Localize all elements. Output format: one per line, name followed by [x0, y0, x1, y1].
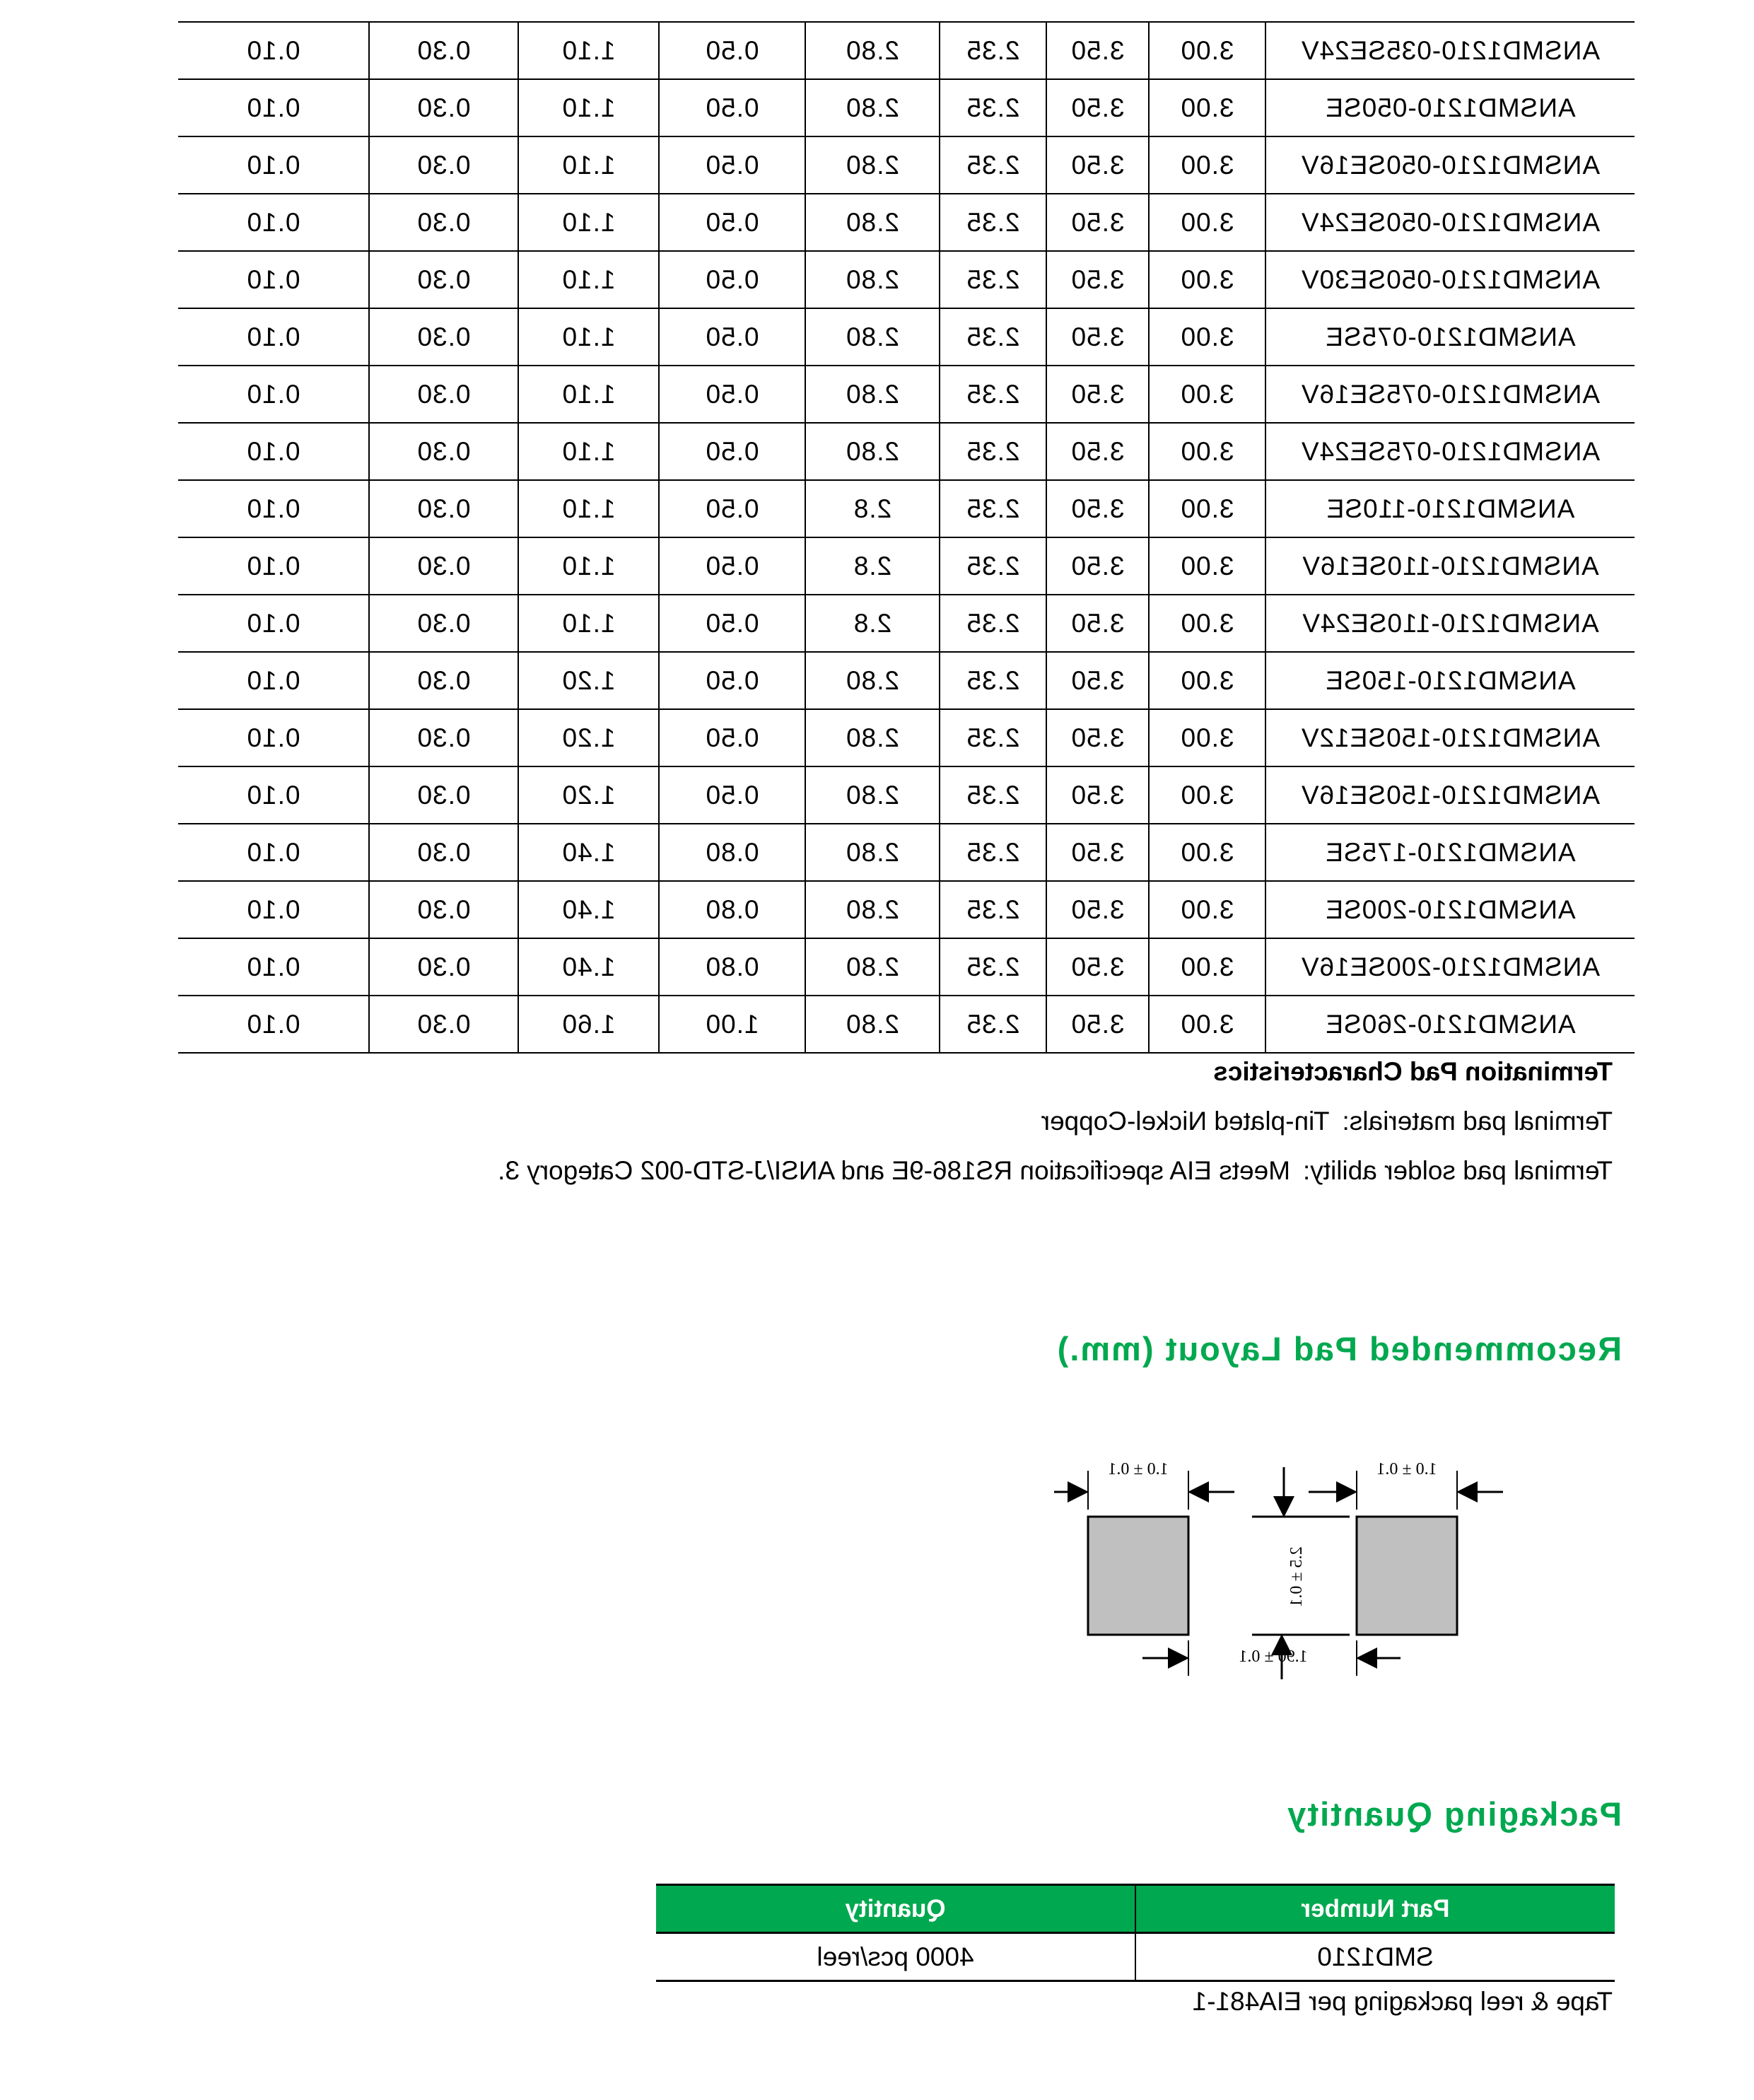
dimension-cell: 2.35: [940, 766, 1046, 824]
dimension-cell: 0.10: [178, 824, 369, 881]
dimension-cell: 0.30: [369, 652, 518, 709]
table-row: [178, 308, 1635, 366]
dimension-cell: 2.80: [805, 652, 940, 709]
materials-label: Terminal pad materials:: [1342, 1107, 1613, 1136]
dimension-cell: 3.00: [1149, 308, 1265, 366]
dimension-cell: 0.30: [369, 709, 518, 766]
dimension-cell: 3.50: [1046, 194, 1149, 251]
dimension-cell: 2.80: [805, 766, 940, 824]
pad-right: [1088, 1517, 1188, 1635]
dimension-cell: 3.50: [1046, 537, 1149, 595]
dimension-cell: 0.10: [178, 881, 369, 938]
dim-pad-gap: 1.90 ± 0.1: [1239, 1647, 1308, 1666]
part-number-cell: ANSMD1210-050SE24V: [1265, 194, 1635, 251]
dimension-cell: 2.80: [805, 996, 940, 1053]
packaging-header-row: [656, 1885, 1615, 1933]
dimension-cell: 2.80: [805, 709, 940, 766]
dimension-cell: 0.30: [369, 595, 518, 652]
table-row: [178, 766, 1635, 824]
packaging-note: Tape & reel packaging per EIA481-1: [1192, 1987, 1613, 2016]
dimension-cell: 0.30: [369, 22, 518, 79]
dimension-cell: 0.10: [178, 79, 369, 136]
table-row: [656, 1933, 1615, 1981]
dimension-cell: 2.35: [940, 537, 1046, 595]
dimension-cell: 3.00: [1149, 709, 1265, 766]
part-number-cell: ANSMD1210-110SE16V: [1265, 537, 1635, 595]
dimension-cell: 0.10: [178, 194, 369, 251]
part-number-cell: ANSMD1210-075SE24V: [1265, 423, 1635, 480]
dimension-cell: 0.80: [659, 938, 805, 996]
dimension-cell: 2.35: [940, 996, 1046, 1053]
dimension-cell: 2.8: [805, 537, 940, 595]
dimension-cell: 0.80: [659, 824, 805, 881]
dimension-cell: 0.50: [659, 366, 805, 423]
dimension-cell: 3.00: [1149, 537, 1265, 595]
dimension-cell: 1.10: [518, 423, 659, 480]
dimension-cell: 2.80: [805, 423, 940, 480]
dimension-cell: 0.50: [659, 766, 805, 824]
dimension-cell: 0.50: [659, 652, 805, 709]
dimension-cell: 2.35: [940, 79, 1046, 136]
dim-pad-right-width: 1.0 ± 0.1: [1108, 1460, 1169, 1478]
dimension-cell: 1.10: [518, 251, 659, 308]
table-row: [178, 366, 1635, 423]
part-number-cell: ANSMD1210-110SE24V: [1265, 595, 1635, 652]
header-quantity: Quantity: [656, 1885, 1135, 1933]
dimension-cell: 0.10: [178, 652, 369, 709]
part-number-cell: ANSMD1210-050SE: [1265, 79, 1635, 136]
dimension-cell: 3.50: [1046, 881, 1149, 938]
dimension-cell: 3.00: [1149, 595, 1265, 652]
dimension-cell: 0.30: [369, 423, 518, 480]
dimension-cell: 2.35: [940, 824, 1046, 881]
dimension-cell: 0.30: [369, 766, 518, 824]
dimension-cell: 0.10: [178, 308, 369, 366]
dimension-cell: 3.50: [1046, 251, 1149, 308]
dimension-cell: 3.50: [1046, 480, 1149, 537]
dimension-cell: 2.35: [940, 881, 1046, 938]
dimension-cell: 2.80: [805, 308, 940, 366]
dimension-cell: 3.50: [1046, 938, 1149, 996]
dimension-cell: 3.00: [1149, 366, 1265, 423]
dimension-cell: 0.50: [659, 595, 805, 652]
dimension-cell: 2.35: [940, 652, 1046, 709]
dimension-cell: 0.50: [659, 22, 805, 79]
part-number-cell: ANSMD1210-075SE16V: [1265, 366, 1635, 423]
dimension-cell: 0.10: [178, 136, 369, 194]
dimension-cell: 0.30: [369, 79, 518, 136]
dimension-cell: 2.35: [940, 251, 1046, 308]
dimension-cell: 0.10: [178, 766, 369, 824]
dimension-cell: 2.35: [940, 423, 1046, 480]
dimensions-table: [178, 21, 1635, 1054]
termination-notes: [340, 1057, 1613, 1186]
dimension-cell: 0.50: [659, 251, 805, 308]
dimension-cell: 3.00: [1149, 766, 1265, 824]
dimension-cell: 3.50: [1046, 996, 1149, 1053]
part-number-cell: ANSMD1210-110SE: [1265, 480, 1635, 537]
dimension-cell: 2.35: [940, 480, 1046, 537]
dimension-cell: 1.10: [518, 308, 659, 366]
packaging-table: [656, 1884, 1615, 1982]
dimension-cell: 3.00: [1149, 423, 1265, 480]
part-number-cell: ANSMD1210-260SE: [1265, 996, 1635, 1053]
dimension-cell: 1.10: [518, 480, 659, 537]
table-row: [178, 652, 1635, 709]
part-number-cell: ANSMD1210-035SE24V: [1265, 22, 1635, 79]
header-part-number: Part Number: [1135, 1885, 1615, 1933]
dimension-cell: 0.10: [178, 537, 369, 595]
part-number-cell: ANSMD1210-175SE: [1265, 824, 1635, 881]
dimension-cell: 0.30: [369, 881, 518, 938]
table-row: [178, 22, 1635, 79]
pad-layout-title: Recommended Pad Layout (mm.): [1056, 1330, 1622, 1367]
dimension-cell: 0.30: [369, 996, 518, 1053]
dimensions-table-body: [178, 22, 1635, 1053]
pad-left: [1357, 1517, 1457, 1635]
dimension-cell: 2.8: [805, 595, 940, 652]
dimension-cell: 3.50: [1046, 766, 1149, 824]
table-row: [178, 79, 1635, 136]
dimension-cell: 2.8: [805, 480, 940, 537]
dimension-cell: 1.00: [659, 996, 805, 1053]
dimension-cell: 3.00: [1149, 938, 1265, 996]
dimension-cell: 2.35: [940, 595, 1046, 652]
dimension-cell: 1.10: [518, 136, 659, 194]
dimension-cell: 3.00: [1149, 194, 1265, 251]
dimension-cell: 3.00: [1149, 824, 1265, 881]
dimension-cell: 0.50: [659, 480, 805, 537]
dimension-cell: 0.50: [659, 709, 805, 766]
part-number-cell: ANSMD1210-200SE16V: [1265, 938, 1635, 996]
dimension-cell: 1.10: [518, 194, 659, 251]
dimension-cell: 0.50: [659, 308, 805, 366]
part-number-cell: ANSMD1210-075SE: [1265, 308, 1635, 366]
dimension-cell: 0.50: [659, 423, 805, 480]
dimension-cell: 3.50: [1046, 595, 1149, 652]
dimension-cell: 1.10: [518, 22, 659, 79]
table-row: [178, 136, 1635, 194]
pad-layout-diagram: [1054, 1442, 1620, 1683]
solder-value: Meets EIA specification RS186-9E and ANSI/J-STD-002 Category 3.: [498, 1156, 1290, 1185]
part-number-cell: ANSMD1210-050SE30V: [1265, 251, 1635, 308]
dimension-cell: 2.80: [805, 194, 940, 251]
dimension-cell: 2.80: [805, 22, 940, 79]
part-number-cell: ANSMD1210-050SE16V: [1265, 136, 1635, 194]
dimension-cell: 2.80: [805, 251, 940, 308]
dimension-cell: 3.50: [1046, 22, 1149, 79]
dimension-cell: 0.10: [178, 251, 369, 308]
dimension-cell: 0.10: [178, 480, 369, 537]
part-number-cell: ANSMD1210-150SE16V: [1265, 766, 1635, 824]
termination-heading: Termination Pad Characteristics: [1213, 1057, 1613, 1086]
dimension-cell: 0.50: [659, 79, 805, 136]
dimension-cell: 1.10: [518, 595, 659, 652]
dimension-cell: 0.80: [659, 881, 805, 938]
solder-label: Terminal pad solder ability:: [1302, 1156, 1613, 1185]
table-row: [178, 881, 1635, 938]
dimension-cell: 0.50: [659, 194, 805, 251]
table-row: [178, 938, 1635, 996]
dimension-cell: 3.50: [1046, 709, 1149, 766]
dimension-cell: 0.10: [178, 996, 369, 1053]
cell-part-number: SMD1210: [1135, 1933, 1615, 1981]
dimension-cell: 3.00: [1149, 881, 1265, 938]
dimension-cell: 3.00: [1149, 480, 1265, 537]
dimension-cell: 0.50: [659, 537, 805, 595]
dimension-cell: 3.00: [1149, 22, 1265, 79]
dimension-cell: 0.10: [178, 366, 369, 423]
dimension-cell: 3.50: [1046, 824, 1149, 881]
dimension-cell: 3.00: [1149, 136, 1265, 194]
dimension-cell: 3.50: [1046, 652, 1149, 709]
dimension-cell: 2.35: [940, 938, 1046, 996]
dimension-cell: 3.00: [1149, 251, 1265, 308]
dimension-cell: 1.10: [518, 366, 659, 423]
solder-line: [340, 1156, 1613, 1186]
dimension-cell: 3.50: [1046, 79, 1149, 136]
table-row: [178, 537, 1635, 595]
dimension-cell: 2.80: [805, 938, 940, 996]
dimension-cell: 0.50: [659, 136, 805, 194]
part-number-cell: ANSMD1210-150SE: [1265, 652, 1635, 709]
dimension-cell: 3.50: [1046, 308, 1149, 366]
table-row: [178, 480, 1635, 537]
dim-pad-left-width: 1.0 ± 0.1: [1376, 1460, 1437, 1478]
dimension-cell: 2.80: [805, 881, 940, 938]
packaging-title: Packaging Quantity: [1286, 1795, 1622, 1833]
dimension-cell: 2.80: [805, 366, 940, 423]
dimension-cell: 3.00: [1149, 652, 1265, 709]
dimension-cell: 1.40: [518, 881, 659, 938]
dimension-cell: 1.60: [518, 996, 659, 1053]
dimension-cell: 1.20: [518, 709, 659, 766]
dimension-cell: 2.35: [940, 709, 1046, 766]
dimension-cell: 1.20: [518, 766, 659, 824]
table-row: [178, 996, 1635, 1053]
table-row: [178, 423, 1635, 480]
dimension-cell: 0.30: [369, 308, 518, 366]
dimension-cell: 0.30: [369, 537, 518, 595]
dimension-cell: 0.10: [178, 423, 369, 480]
dimension-cell: 0.30: [369, 194, 518, 251]
dimension-cell: 1.10: [518, 537, 659, 595]
dimension-cell: 3.50: [1046, 366, 1149, 423]
table-row: [178, 595, 1635, 652]
dimension-cell: 2.35: [940, 194, 1046, 251]
dimension-cell: 0.10: [178, 595, 369, 652]
dimension-cell: 0.30: [369, 366, 518, 423]
dimension-cell: 2.35: [940, 308, 1046, 366]
dimension-cell: 0.30: [369, 480, 518, 537]
table-row: [178, 709, 1635, 766]
dimension-cell: 0.30: [369, 251, 518, 308]
table-row: [178, 194, 1635, 251]
dimension-cell: 2.80: [805, 79, 940, 136]
dimension-cell: 0.30: [369, 938, 518, 996]
dimension-cell: 2.35: [940, 136, 1046, 194]
dim-pad-height: 2.5 ± 0.1: [1287, 1546, 1306, 1607]
part-number-cell: ANSMD1210-200SE: [1265, 881, 1635, 938]
dimension-cell: 0.30: [369, 824, 518, 881]
dimension-cell: 1.40: [518, 938, 659, 996]
dimension-cell: 1.10: [518, 79, 659, 136]
table-row: [178, 251, 1635, 308]
dimension-cell: 0.30: [369, 136, 518, 194]
dimension-cell: 3.50: [1046, 423, 1149, 480]
dimension-cell: 3.50: [1046, 136, 1149, 194]
table-row: [178, 824, 1635, 881]
dimension-cell: 2.80: [805, 136, 940, 194]
dimension-cell: 1.20: [518, 652, 659, 709]
materials-value: Tin-plated Nickel-Copper: [1041, 1107, 1330, 1136]
part-number-cell: ANSMD1210-150SE12V: [1265, 709, 1635, 766]
dimension-cell: 2.80: [805, 824, 940, 881]
materials-line: [340, 1107, 1613, 1136]
dimension-cell: 3.00: [1149, 79, 1265, 136]
dimension-cell: 0.10: [178, 709, 369, 766]
dimension-cell: 1.40: [518, 824, 659, 881]
dimension-cell: 2.35: [940, 22, 1046, 79]
cell-quantity: 4000 pcs/reel: [656, 1933, 1135, 1981]
dimension-cell: 0.10: [178, 22, 369, 79]
dimension-cell: 3.00: [1149, 996, 1265, 1053]
dimension-cell: 2.35: [940, 366, 1046, 423]
dimension-cell: 0.10: [178, 938, 369, 996]
